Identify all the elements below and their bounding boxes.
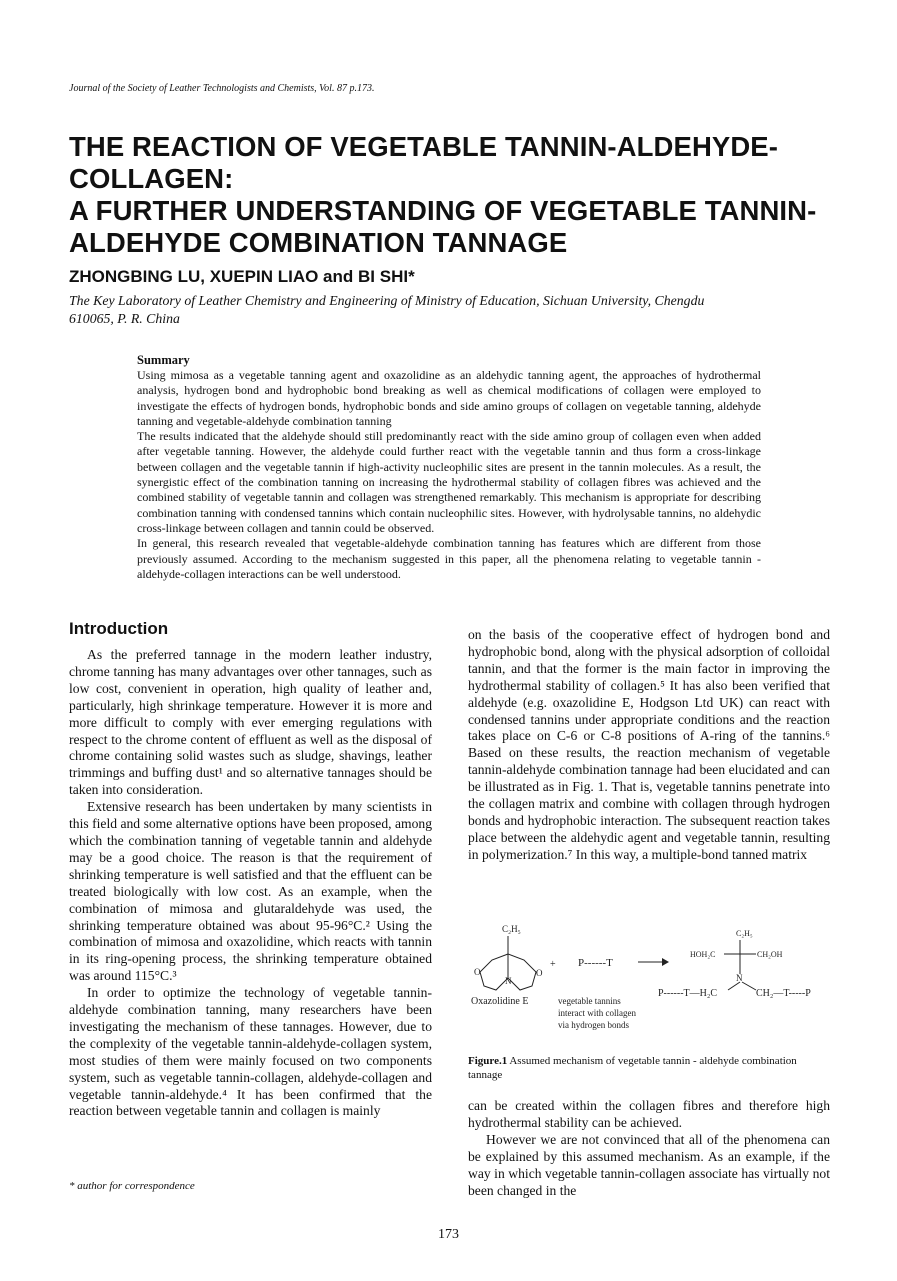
body-paragraph: on the basis of the cooperative effect of hydrogen bond and hydrophobic bond, along with the physical adsorption of colloidal tannin, and that the former is the main factor in improving the hydrothermal stability of collagen.⁵ It has also been verified that aldehyde (e.g. oxazolidine E, Hodgson Ltd UK) can react with condensed tannins under appropriate conditions and the reaction takes place on C-6 or C-8 positions of A-ring of the tannins.⁶ Based on these results, the reaction mechanism of vegetable tannin-aldehyde combination tannage had been elucidated and can be illustrated as in Fig. 1. That is, vegetable tannins penetrate into the collagen matrix and combine with collagen through hydrogen bonds and hydrophobic interaction. The subsequent reaction takes place between the aldehydic agent and vegetable tannin, resulting in polymerization.⁷ In this way, a multiple-bond tanned matrix [468,627,830,862]
product-right-group: CH₂OH [757,950,783,959]
left-column [69,619,432,1120]
reaction-scheme [466,918,832,1038]
figure-caption-text: Assumed mechanism of vegetable tannin - aldehyde combination tannage [468,1055,797,1081]
veg-note-line: vegetable tannins [558,996,621,1006]
affiliation-line: The Key Laboratory of Leather Chemistry and Engineering of Ministry of Education, Sichuan University, Chengdu [69,293,705,308]
summary-block [137,352,761,582]
product-ethyl: C₂H₅ [736,929,753,938]
title-line: A FURTHER UNDERSTANDING OF VEGETABLE TANNIN- [69,195,817,226]
affiliation [69,292,829,327]
figure-caption [468,1054,808,1082]
reaction-arrow [638,958,669,966]
product-left-group: HOH₂C [690,950,716,959]
ring-oxygen-left: O [474,967,481,977]
body-paragraph: As the preferred tannage in the modern leather industry, chrome tanning has many advantages over other tannages, such as low cost, convenient in operation, high quality of leather and, particularly, high shrinkage temperature. However it is more and more difficult to comply with ever emerging regulations with respect to the chrome content of effluent as well as the disposal of chrome containing solid wastes such as sludge, shavings, leather trimmings and buffing dust¹ and so alternative tannages should be taken into consideration. [69,647,432,798]
right-column-top [468,627,830,864]
summary-paragraph: In general, this research revealed that vegetable-aldehyde combination tanning has features which are different from those previously assumed. According to the mechanism suggested in this paper, all the phenomena relating to vegetable tannin -aldehyde-collagen interactions can be well understood. [137,536,761,581]
body-paragraph: can be created within the collagen fibres and therefore high hydrothermal stability can be achieved. [468,1098,830,1130]
product-nitrogen: N [736,973,743,983]
title-line: COLLAGEN: [69,163,234,194]
pt-reactant: P------T [578,957,613,969]
summary-paragraph: The results indicated that the aldehyde should still predominantly react with the side amino group of collagen even when added after vegetable tanning. However, the aldehyde could further react with the vegetable tannin and thus form a cross-linkage between collagen and the vegetable tannin if high-activity nucleophilic sites are present in the tannin molecules. As a result, the synergistic effect of the combination tanning on increasing the hydrothermal stability of collagen fibres was achieved and the combined stability of vegetable tannin and collagen was strengthened remarkably. This mechanism is appropriate for describing combination tanning with condensed tannins which contain nucleophilic sites. However, with hydrolysable tannins, no aldehydic cross-linkage between collagen and tannin could be observed. [137,429,761,535]
figure-1 [466,918,832,1038]
footnote: * author for correspondence [69,1180,195,1192]
veg-note-line: interact with collagen [558,1008,636,1018]
right-column-bottom [468,1098,830,1199]
introduction-heading: Introduction [69,619,169,638]
product-bottom-left: P------T—H₂C [658,988,718,999]
ring-oxygen-right: O [536,968,543,978]
paper-title [69,131,849,259]
veg-note-line: via hydrogen bonds [558,1020,629,1030]
compound-label: Oxazolidine E [471,996,529,1007]
body-paragraph: Extensive research has been undertaken by many scientists in this field and some alternative options have been proposed, among which the combination tanning of vegetable tannin and aldehyde may be a good choice. The reason is that the requirement of shrinking temperature is well satisfied and that the effluent can be treated biologically with low cost. As an example, when the combination of mimosa and glutaraldehyde was used, the shrinking temperature obtained was about 95-96°C.² Using the combination of mimosa and oxazolidine, which reacts with tannin in its ring-opening process, the shrinking temperature obtained was around 115°C.³ [69,799,432,984]
body-paragraph: In order to optimize the technology of vegetable tannin-aldehyde combination tanning, many researchers have been investigating the mechanism of these tannages. However, due to the complexity of the vegetable tannin-aldehyde-collagen system, most studies of them were mainly focused on two components system, such as vegetable tannin-collagen, aldehyde-collagen and vegetable tannin-aldehyde.⁴ It has been confirmed that the reaction between vegetable tannin and collagen is mainly [69,985,432,1119]
summary-paragraph: Using mimosa as a vegetable tanning agent and oxazolidine as an aldehydic tanning agent, the approaches of hydrothermal analysis, hydrogen bond and hydrophobic bond breaking as well as chemical modifications of collagen were employed to investigate the effects of hydrogen bonds, hydrophobic bonds and side amino groups of collagen on vegetable tanning, aldehyde tanning and vegetable-aldehyde combination tanning [137,368,761,428]
figure-caption-label: Figure.1 [468,1055,508,1067]
title-line: THE REACTION OF VEGETABLE TANNIN-ALDEHYDE- [69,131,779,162]
page-number: 173 [438,1227,459,1242]
plus-sign: + [550,959,556,970]
journal-citation: Journal of the Society of Leather Technologists and Chemists, Vol. 87 p.173. [69,83,375,94]
authors: ZHONGBING LU, XUEPIN LIAO and BI SHI* [69,267,415,286]
body-paragraph: However we are not convinced that all of the phenomena can be explained by this assumed mechanism. As an example, if the way in which vegetable tannin-collagen associate has virtually not been changed in the [468,1131,830,1198]
ethyl-label: C₂H₅ [502,924,521,934]
title-line: ALDEHYDE COMBINATION TANNAGE [69,227,568,258]
product-bottom-right: CH₂—T-----P [756,988,811,999]
summary-heading: Summary [137,353,190,367]
affiliation-line: 610065, P. R. China [69,310,180,326]
ring-nitrogen: N [505,976,512,986]
